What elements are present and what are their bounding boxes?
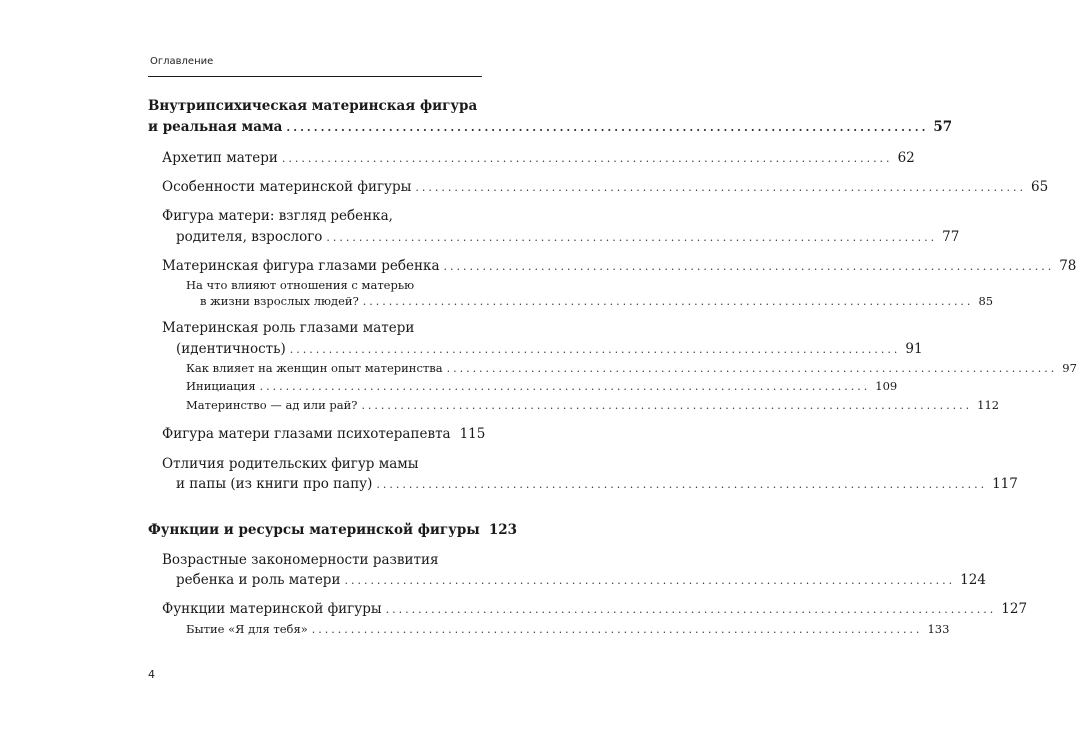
toc-entry-title: Инициация	[186, 379, 256, 393]
toc-entry-page: 91	[905, 341, 923, 357]
toc-entry-title: (идентичность)	[176, 341, 286, 357]
toc-entry-title: Функции и ресурсы материнской фигуры	[148, 522, 480, 538]
toc-entry-page: 123	[488, 522, 517, 538]
toc-entry-page: 62	[897, 150, 915, 166]
toc-entry-title: Архетип матери	[162, 150, 278, 166]
toc-entry-title: родителя, взрослого	[176, 229, 323, 245]
leader-dots: ..............................................................................................	[362, 295, 974, 308]
toc-entry-page: 97	[1062, 361, 1077, 375]
toc-entry-title: Внутрипсихическая материнская фигура	[148, 98, 478, 114]
toc-entry-title: Возрастные закономерности развития	[162, 552, 439, 568]
toc-entry-title: в жизни взрослых людей?	[200, 294, 359, 308]
header-rule	[148, 76, 482, 77]
leader-dots: ..............................................................................................	[415, 181, 1027, 194]
toc-entry-page: 77	[942, 229, 960, 245]
toc-entry-title: Бытие «Я для тебя»	[186, 622, 308, 636]
toc-entry-page: 57	[933, 119, 953, 135]
leader-dots: ..............................................................................................	[385, 603, 997, 616]
toc-entry-title: ребенка и роль матери	[176, 572, 341, 588]
toc-entry-title: Материнство — ад или рай?	[186, 398, 358, 412]
toc-entry-page: 65	[1031, 179, 1049, 195]
toc-entry-title: На что влияют отношения с матерью	[186, 278, 415, 292]
running-title: Оглавление	[150, 56, 214, 67]
toc-entry-title: Функции материнской фигуры	[162, 601, 382, 617]
toc-entry-page: 127	[1001, 601, 1028, 617]
leader-dots: ..............................................................................................	[446, 362, 1058, 375]
toc-entry-title: Фигура матери: взгляд ребенка,	[162, 208, 393, 224]
leader-dots: ..............................................................................................	[311, 623, 923, 636]
toc-entry-title: Как влияет на женщин опыт материнства	[186, 361, 443, 375]
toc-entry-page: 112	[977, 398, 1000, 412]
page-number: 4	[148, 668, 155, 681]
leader-dots: ..............................................................................................	[289, 343, 901, 356]
leader-dots: ..............................................................................................	[326, 231, 938, 244]
leader-dots: ..............................................................................................	[286, 121, 929, 134]
leader-dots: ..............................................................................................	[344, 574, 956, 587]
toc-entry-title: и реальная мама	[148, 119, 283, 135]
toc-entry-title: Особенности материнской фигуры	[162, 179, 412, 195]
toc-entry-page: 115	[459, 426, 486, 442]
toc-entry-title: Отличия родительских фигур мамы	[162, 456, 419, 472]
toc-entry-page: 78	[1059, 258, 1077, 274]
leader-dots: ..............................................................................................	[259, 380, 871, 393]
toc-entry-page: 133	[927, 622, 950, 636]
leader-dots: ..............................................................................................	[281, 152, 893, 165]
leader-dots: ..............................................................................................	[376, 478, 988, 491]
toc-entry-title: Материнская роль глазами матери	[162, 320, 415, 336]
leader-dots: ..............................................................................................	[443, 260, 1055, 273]
toc-entry-page: 124	[960, 572, 986, 588]
toc-entry-title: и папы (из книги про папу)	[176, 476, 373, 492]
toc-entry-title: Фигура матери глазами психотерапевта	[162, 426, 451, 442]
leader-dots: ..............................................................................................	[361, 399, 973, 412]
toc-entry-page: 117	[992, 476, 1018, 492]
toc-entry-page: 109	[875, 379, 898, 393]
toc-entry-title: Материнская фигура глазами ребенка	[162, 258, 440, 274]
toc-entry-page: 85	[978, 294, 994, 308]
